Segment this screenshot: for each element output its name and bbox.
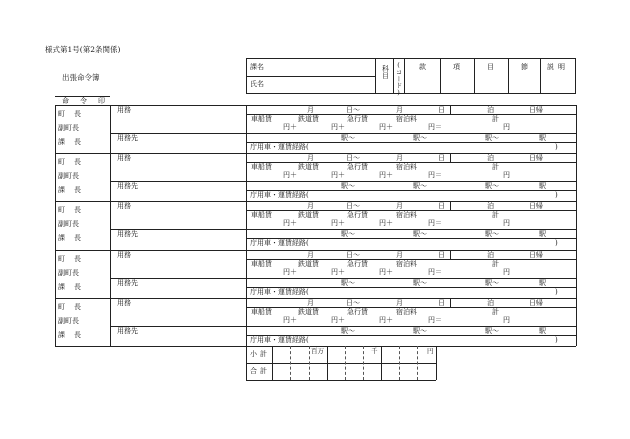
yen-plus-2: 円＋ (331, 123, 345, 131)
eki-end: 駅 (539, 278, 546, 287)
month-label-2: 月 (396, 154, 403, 163)
approver-2: 課長 (58, 186, 90, 195)
eki-from-2: 駅〜 (413, 134, 427, 142)
month-label-2: 月 (396, 298, 403, 307)
haku-label: 泊 (487, 154, 494, 163)
eki-end: 駅 (539, 134, 546, 142)
month-label: 月 (307, 106, 314, 114)
day-label: 日 (438, 298, 445, 307)
yen-plus-1: 円＋ (283, 171, 297, 180)
shasen-label: 車船賃 (251, 211, 272, 220)
shimei-label: 氏名 (250, 80, 264, 88)
day-label: 日 (438, 250, 445, 259)
kyuko-label: 急行賃 (347, 307, 368, 316)
route-close-paren: ) (555, 335, 558, 344)
tetsudo-label: 鉄道賃 (298, 163, 319, 172)
shukuhaku-label: 宿泊料 (396, 259, 417, 268)
yen-plus-3: 円＋ (379, 219, 393, 228)
yen-total: 円 (503, 315, 510, 324)
form-title: 出張命令簿 (62, 73, 100, 82)
yen-eq: 円＝ (428, 219, 442, 228)
kyuko-label: 急行賃 (347, 163, 368, 172)
day-from-label: 日〜 (346, 106, 360, 114)
grid-left-border (55, 105, 56, 346)
haku-label: 泊 (487, 202, 494, 211)
kamoku-label: 科目 (381, 65, 390, 79)
route-close-paren: ) (555, 239, 558, 248)
nichi-ki-label: 日帰 (529, 106, 543, 114)
approver-1: 副町長 (58, 172, 79, 181)
day-from-label: 日〜 (346, 202, 360, 211)
eki-end: 駅 (539, 230, 546, 239)
yen-total: 円 (503, 171, 510, 180)
route-label: 庁用車・運賃経路( (250, 143, 309, 151)
youmu-divider (246, 201, 247, 249)
setsu-label: 節 (521, 63, 528, 71)
shukuhaku-label: 宿泊料 (396, 307, 417, 316)
yen-eq: 円＝ (428, 267, 442, 276)
yen-plus-1: 円＋ (283, 315, 297, 324)
day-from-label: 日〜 (346, 154, 360, 163)
yen-total: 円 (503, 219, 510, 228)
eki-from-1: 駅〜 (341, 278, 355, 287)
haku-divider (450, 105, 451, 114)
hyakuman-unit: 百万 (311, 347, 324, 355)
tetsudo-label: 鉄道賃 (298, 307, 319, 316)
kyuko-label: 急行賃 (347, 259, 368, 268)
setsumei-label: 説明 (547, 63, 569, 71)
total-label: 合計 (250, 367, 270, 375)
shukuhaku-label: 宿泊料 (396, 115, 417, 123)
eki-from-1: 駅〜 (341, 326, 355, 335)
yen-plus-2: 円＋ (331, 171, 345, 180)
yen-eq: 円＝ (428, 315, 442, 324)
nichi-ki-label: 日帰 (529, 202, 543, 211)
approver-0: 町長 (58, 206, 90, 215)
approver-2: 課長 (58, 330, 90, 339)
eki-from-2: 駅〜 (413, 230, 427, 239)
youmusaki-label: 用務先 (117, 182, 138, 191)
tetsudo-label: 鉄道賃 (298, 115, 319, 123)
youmu-label: 用務 (117, 106, 131, 114)
kei-label: 計 (492, 259, 499, 268)
stamp-header: 命令印 (62, 97, 116, 105)
yen-eq: 円＝ (428, 171, 442, 180)
youmu-divider (246, 298, 247, 346)
month-label: 月 (307, 154, 314, 163)
yen-plus-2: 円＋ (331, 219, 345, 228)
kou-label: 項 (453, 63, 460, 71)
route-label: 庁用車・運賃経路( (250, 287, 309, 296)
approver-2: 課長 (58, 138, 90, 146)
route-close-paren: ) (555, 143, 558, 151)
block-separator (55, 250, 576, 251)
eki-from-1: 駅〜 (341, 134, 355, 142)
kei-label: 計 (492, 163, 499, 172)
eki-from-3: 駅〜 (485, 326, 499, 335)
yen-plus-3: 円＋ (379, 171, 393, 180)
day-label: 日 (438, 202, 445, 211)
approver-2: 課長 (58, 282, 90, 291)
yen-plus-3: 円＋ (379, 123, 393, 131)
code-label: (コード) (394, 61, 403, 97)
tetsudo-label: 鉄道賃 (298, 259, 319, 268)
month-label-2: 月 (396, 250, 403, 259)
shasen-label: 車船賃 (251, 163, 272, 172)
kan-label: 款 (419, 63, 426, 71)
route-label: 庁用車・運賃経路( (250, 335, 309, 344)
yen-plus-2: 円＋ (331, 267, 345, 276)
route-close-paren: ) (555, 287, 558, 296)
grid-approver-divider (110, 105, 111, 346)
day-from-label: 日〜 (346, 250, 360, 259)
kyuko-label: 急行賃 (347, 211, 368, 220)
youmu-label: 用務 (117, 202, 131, 211)
month-label: 月 (307, 298, 314, 307)
youmu-label: 用務 (117, 250, 131, 259)
youmu-divider (246, 105, 247, 153)
yen-plus-3: 円＋ (379, 315, 393, 324)
yen-plus-1: 円＋ (283, 219, 297, 228)
kei-label: 計 (492, 211, 499, 220)
month-label: 月 (307, 202, 314, 211)
approver-1: 副町長 (58, 124, 79, 132)
shasen-label: 車船賃 (251, 307, 272, 316)
youmu-label: 用務 (117, 154, 131, 163)
day-label: 日 (438, 154, 445, 163)
approver-0: 町長 (58, 302, 90, 311)
yen-plus-1: 円＋ (283, 123, 297, 131)
haku-label: 泊 (487, 106, 494, 114)
day-from-label: 日〜 (346, 298, 360, 307)
kei-label: 計 (492, 115, 499, 123)
haku-label: 泊 (487, 298, 494, 307)
eki-end: 駅 (539, 326, 546, 335)
subtotal-label: 小計 (250, 350, 270, 358)
shasen-label: 車船賃 (251, 115, 272, 123)
grid-right-border (576, 105, 577, 346)
eki-from-3: 駅〜 (485, 278, 499, 287)
block-separator (55, 298, 576, 299)
eki-from-2: 駅〜 (413, 326, 427, 335)
yen-total: 円 (503, 267, 510, 276)
shukuhaku-label: 宿泊料 (396, 163, 417, 172)
youmu-divider (246, 250, 247, 298)
youmusaki-label: 用務先 (117, 278, 138, 287)
youmusaki-label: 用務先 (117, 326, 138, 335)
shukuhaku-label: 宿泊料 (396, 211, 417, 220)
approver-1: 副町長 (58, 268, 79, 277)
haku-divider (450, 250, 451, 259)
youmu-divider (246, 153, 247, 201)
eki-end: 駅 (539, 182, 546, 191)
approver-1: 副町長 (58, 316, 79, 325)
approver-0: 町長 (58, 158, 90, 167)
approver-0: 町長 (58, 254, 90, 263)
eki-from-3: 駅〜 (485, 230, 499, 239)
month-label-2: 月 (396, 202, 403, 211)
eki-from-2: 駅〜 (413, 182, 427, 191)
day-label: 日 (438, 106, 445, 114)
youmu-label: 用務 (117, 298, 131, 307)
approver-1: 副町長 (58, 220, 79, 229)
eki-from-1: 駅〜 (341, 230, 355, 239)
yen-unit: 円 (427, 347, 434, 355)
yen-plus-1: 円＋ (283, 267, 297, 276)
tetsudo-label: 鉄道賃 (298, 211, 319, 220)
route-label: 庁用車・運賃経路( (250, 191, 309, 200)
yen-plus-3: 円＋ (379, 267, 393, 276)
yen-eq: 円＝ (428, 123, 442, 131)
yen-total: 円 (503, 123, 510, 131)
haku-label: 泊 (487, 250, 494, 259)
eki-from-1: 駅〜 (341, 182, 355, 191)
haku-divider (450, 201, 451, 210)
kei-label: 計 (492, 307, 499, 316)
month-label-2: 月 (396, 106, 403, 114)
route-label: 庁用車・運賃経路( (250, 239, 309, 248)
youmusaki-label: 用務先 (117, 134, 138, 142)
kyuko-label: 急行賃 (347, 115, 368, 123)
youmusaki-label: 用務先 (117, 230, 138, 239)
moku-label: 目 (487, 63, 494, 71)
nichi-ki-label: 日帰 (529, 154, 543, 163)
block-separator (55, 153, 576, 154)
block-separator (55, 201, 576, 202)
shasen-label: 車船賃 (251, 259, 272, 268)
haku-divider (450, 298, 451, 307)
yen-plus-2: 円＋ (331, 315, 345, 324)
form-number: 様式第1号(第2条関係) (45, 45, 121, 54)
eki-from-3: 駅〜 (485, 182, 499, 191)
sen-unit: 千 (371, 347, 378, 355)
nichi-ki-label: 日帰 (529, 250, 543, 259)
haku-divider (450, 153, 451, 162)
month-label: 月 (307, 250, 314, 259)
approver-0: 町長 (58, 110, 90, 118)
eki-from-2: 駅〜 (413, 278, 427, 287)
nichi-ki-label: 日帰 (529, 298, 543, 307)
approver-2: 課長 (58, 234, 90, 243)
eki-from-3: 駅〜 (485, 134, 499, 142)
ka-label: 課名 (250, 63, 264, 71)
route-close-paren: ) (555, 191, 558, 200)
block-separator (55, 105, 576, 106)
